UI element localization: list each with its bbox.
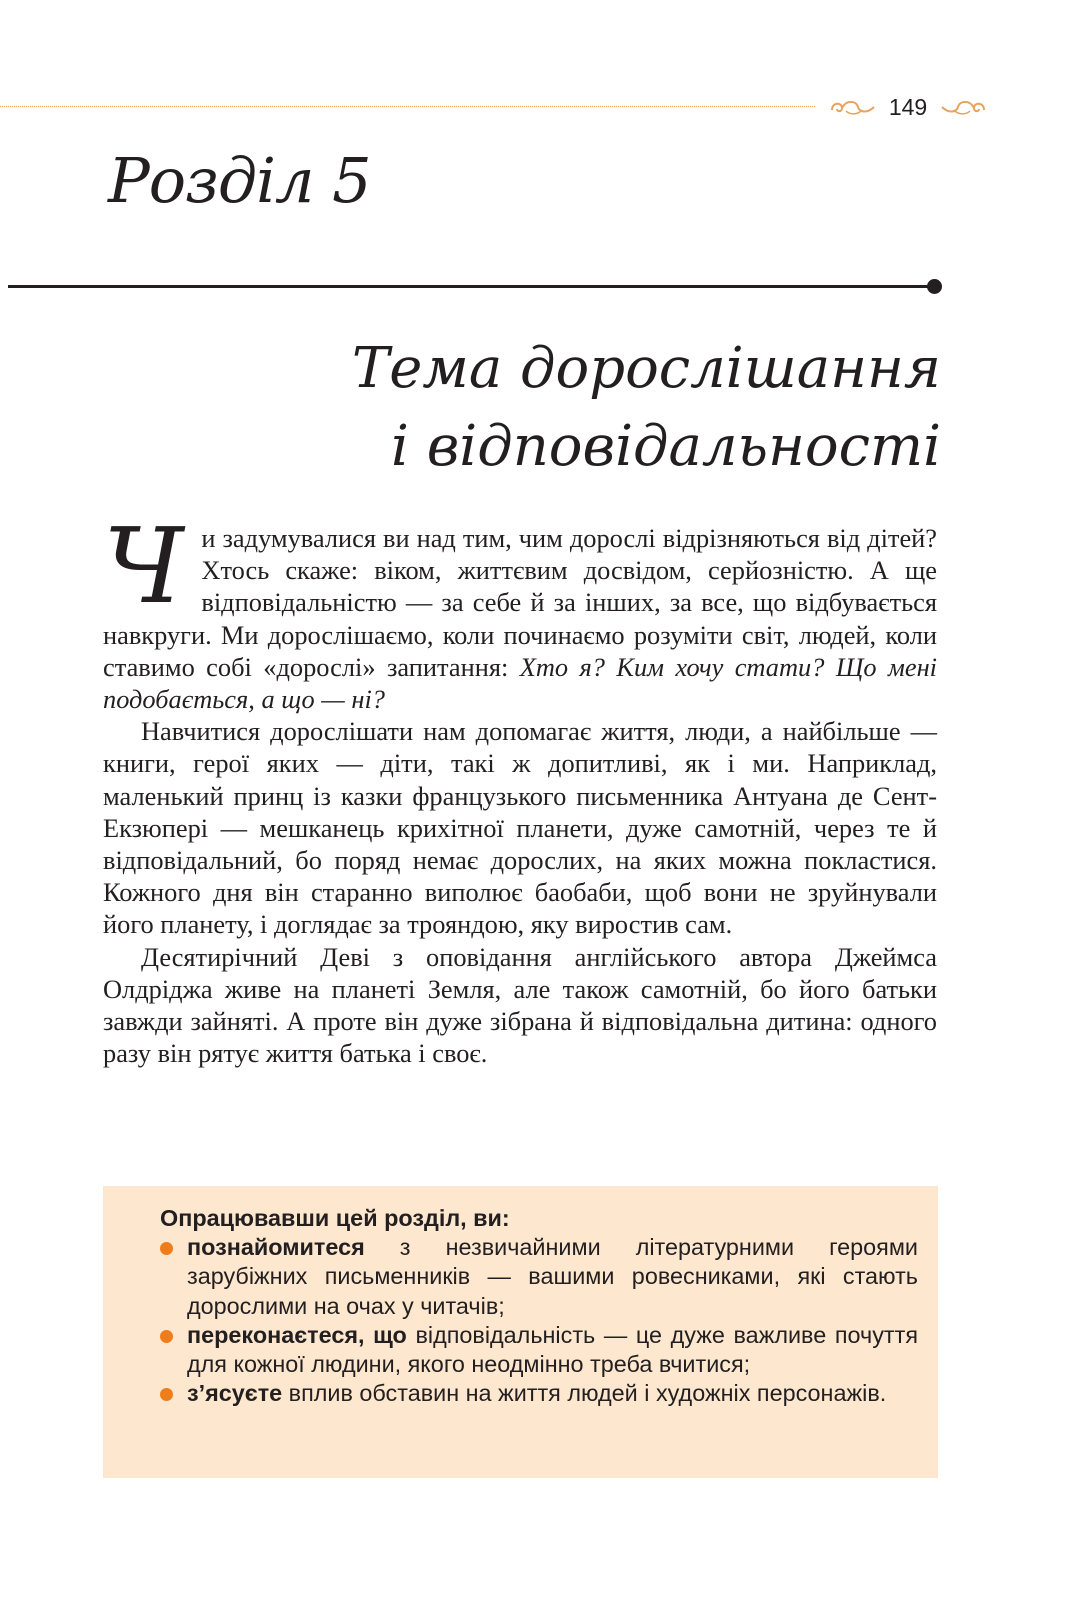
learning-goal-item — [160, 1321, 918, 1379]
learning-goal-keyword: познайомитеся — [187, 1234, 365, 1261]
chapter-divider — [8, 285, 933, 288]
chapter-divider-dot — [927, 279, 942, 294]
intro-text — [103, 505, 937, 1069]
page-number: 149 — [888, 93, 928, 120]
learning-goals-list — [160, 1233, 918, 1408]
chapter-title-line-1: Тема дорослішання — [351, 336, 941, 401]
bullet-icon — [160, 1242, 173, 1255]
learning-goals-heading: Опрацювавши цей розділ, ви: — [160, 1205, 510, 1231]
intro-paragraph-1 — [103, 505, 937, 715]
section-label: Розділ 5 — [108, 144, 371, 217]
learning-goal-keyword: з’ясуєте — [187, 1380, 283, 1407]
intro-paragraph-3: Десятирічний Деві з оповідання англійського автора Джеймса Олдріджа живе на планеті Земля, але також самотній, бо його батьки завжди зайняті. А проте він дуже зібрана й відповідальна дитина: одного разу він рятує життя батька і своє. — [103, 941, 937, 1069]
intro-questions: Хто я? Ким хочу стати? Що мені подобається, а що — ні? — [103, 651, 937, 715]
left-ornament-icon — [828, 96, 878, 118]
drop-cap: Ч — [103, 505, 184, 627]
intro-paragraph-1-text: и задумувалися ви над тим, чим дорослі відрізняються від дітей? Хтось скаже: віком, життєвим досвідом, серйозністю. А ще відповідальністю — за себе й за інших, за все, що відбувається навкруги. Ми дорослішаємо, коли починаємо розуміти світ, людей, коли ставимо собі «дорослі» запитання: — [103, 523, 937, 682]
right-ornament-icon — [938, 96, 988, 118]
learning-goal-item — [160, 1233, 918, 1321]
chapter-title — [241, 330, 941, 486]
learning-goal-keyword: переконаєтеся, що — [187, 1321, 407, 1348]
page-header — [828, 90, 988, 124]
header-rule — [0, 106, 815, 107]
intro-paragraph-2: Навчитися дорослішати нам допомагає життя, люди, а найбільше — книги, герої яких — діти, такі ж допитливі, як і ми. Наприклад, маленький принц із казки французького письменника Антуана де Сент-Екзюпері — мешканець крихітної планети, дуже самотній, через те й відповідальний, бо поряд немає дорослих, на яких можна покластися. Кожного дня він старанно виполює баобаби, щоб вони не зруйнували його планету, і доглядає за трояндою, яку виростив сам. — [103, 716, 937, 940]
bullet-icon — [160, 1330, 173, 1343]
learning-goal-item — [160, 1379, 918, 1408]
chapter-title-line-2: і відповідальності — [391, 414, 941, 479]
learning-goals-box — [103, 1186, 938, 1478]
bullet-icon — [160, 1388, 173, 1401]
learning-goal-text: вплив обставин на життя людей і художніх персонажів. — [282, 1380, 887, 1407]
learning-goal-text: з незвичайними літературними героями зарубіжних письменників — вашими ровесниками, які стають дорослими на очах у читачів; — [187, 1234, 918, 1319]
learning-goal-text: відповідальність — це дуже важливе почуття для кожної людини, якого неодмінно треба вчитися; — [187, 1321, 918, 1378]
